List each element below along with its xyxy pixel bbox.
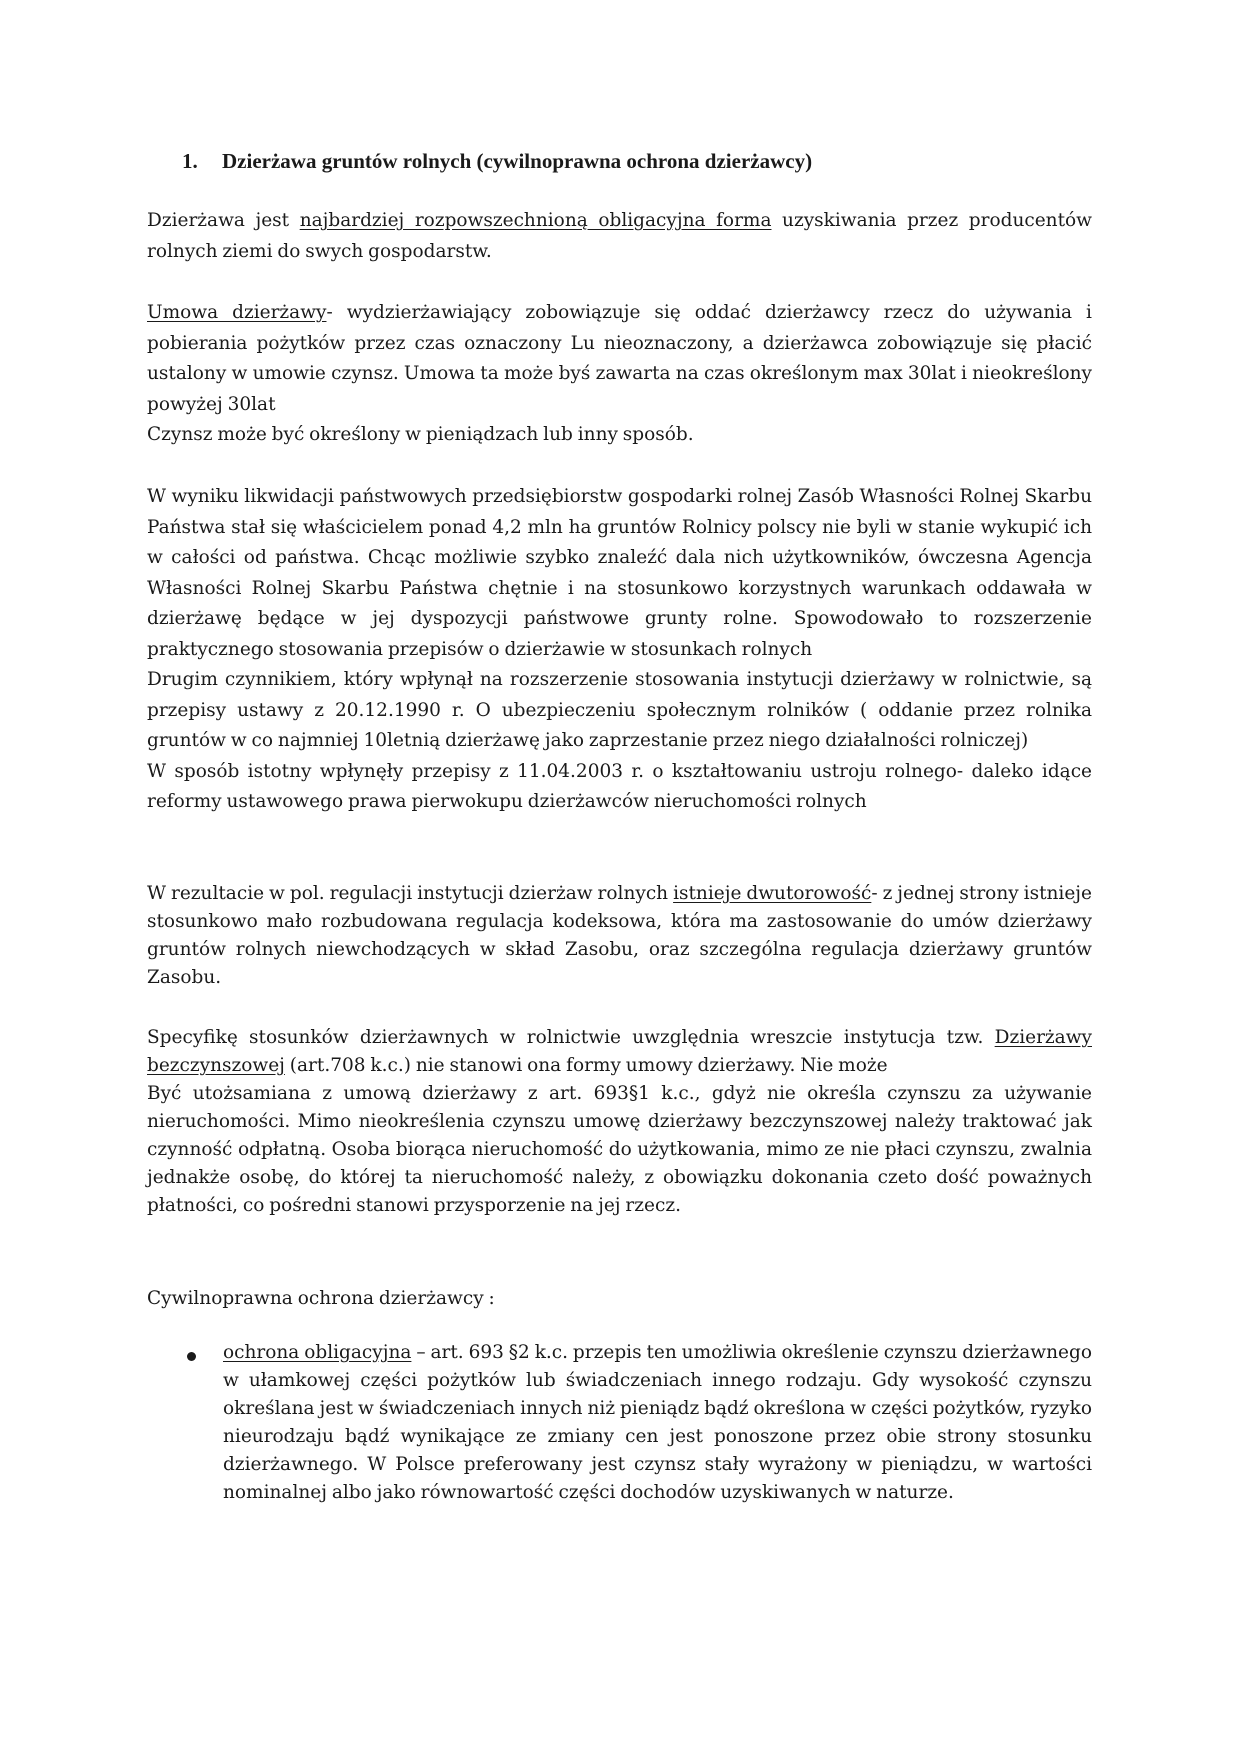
paragraph-protection-heading: Cywilnoprawna ochrona dzierżawcy : [147,1288,495,1309]
history-liquidation: W wyniku likwidacji państwowych przedsiębiorstw gospodarki rolnej Zasób Własności Rolnej Skarbu Państwa stał się właścicielem ponad 4,2 mln ha gruntów Rolnicy polscy nie byli w stanie wykupić ich w całości od państwa. Chcąc możliwie szybko znaleźć dala nich użytkowników, ówczesna Agencja Własności Rolnej Skarbu Państwa chętnie i na stosunkowo korzystnych warunkach oddawała w dzierżawę będące w jej dyspozycji państwowe grunty rolne. Spowodowało to rozszerzenie praktycznego stosowania przepisów o dzierżawie w stosunkach rolnych [147,486,1092,660]
intro-text-start: Dzierżawa jest [147,210,300,231]
heading-title: Dzierżawa gruntów rolnych (cywilnoprawna ochrona dzierżawcy) [222,149,813,173]
section-heading [182,146,1082,176]
history-second-factor: Drugim czynnikiem, który wpłynął na rozszerzenie stosowania instytucji dzierżawy w rolnictwie, są przepisy ustawy z 20.12.1990 r. O ubezpieczeniu społecznym rolników ( oddanie przez rolnika gruntów w co najmniej 10letnią dzierżawę jako zaprzestanie przez niego działalności rolniczej) [147,669,1092,751]
lease-agreement-definition: - wydzierżawiający zobowiązuje się oddać dzierżawcy rzecz do używania i pobierania pożytków przez czas oznaczony Lu nieoznaczony, a dzierżawca zobowiązuje się płacić ustalony w umowie czynsz. Umowa ta może byś zawarta na czas określonym max 30lat i nieokreślony powyżej 30lat [147,302,1092,415]
rent-free-text-end: (art.708 k.c.) nie stanowi ona formy umowy dzierżawy. Nie może [284,1055,888,1076]
bullet-dot-icon [187,1352,196,1361]
duality-underlined-phrase: istnieje dwutorowość [673,883,872,904]
lease-agreement-term: Umowa dzierżawy [147,302,327,323]
rent-free-text-start: Specyfikę stosunków dzierżawnych w rolnictwie uwzględnia wreszcie instytucja tzw. [147,1027,995,1048]
rent-free-underlined-term: Dzierżawy bezczynszowej [147,1027,1092,1076]
bullet-text-body: – art. 693 §2 k.c. przepis ten umożliwia określenie czynszu dzierżawnego w ułamkowej części pożytków lub świadczeniach innego rodzaju. Gdy wysokość czynszu określana jest w świadczeniach innych niż pieniądz bądź określona w części pożytków, ryzyko nieurodzaju bądź wynikające ze zmiany cen jest ponoszone przez obie strony stosunku dzierżawnego. W Polsce preferowany jest czynsz stały wyrażony w pieniądzu, w wartości nominalnej albo jako równowartość części dochodów uzyskiwanych w naturze. [223,1342,1092,1503]
heading-number: 1. [182,149,198,173]
rent-free-explanation: Być utożsamiana z umową dzierżawy z art. 693§1 k.c., gdyż nie określa czynszu za używanie nieruchomości. Mimo nieokreślenia czynszu umowę dzierżawy bezczynszowej należy traktować jak czynność odpłatną. Osoba biorąca nieruchomość do użytkowania, mimo ze nie płaci czynszu, zwalnia jednakże osobę, do której ta nieruchomość należy, z obowiązku dokonania czeto dość poważnych płatności, co pośredni stanowi przysporzenie na jej rzecz. [147,1083,1092,1216]
bullet-item-obligational-protection [223,1339,1092,1507]
paragraph-duality [147,880,1092,992]
history-2003-regulation: W sposób istotny wpłynęły przepisy z 11.04.2003 r. o kształtowaniu ustroju rolnego- daleko idące reformy ustawowego prawa pierwokupu dzierżawców nieruchomości rolnych [147,760,1092,812]
intro-text-end: uzyskiwania przez producentów rolnych ziemi do swych gospodarstw. [147,210,1092,262]
paragraph-intro [147,206,1092,267]
paragraph-lease-agreement [147,298,1092,451]
duality-text-end: - z jednej strony istnieje stosunkowo mało rozbudowana regulacja kodeksowa, która ma zastosowanie do umów dzierżawy gruntów rolnych niewchodzących w skład Zasobu, oraz szczególna regulacja dzierżawy gruntów Zasobu. [147,883,1092,988]
bullet-underlined-term: ochrona obligacyjna [223,1342,412,1363]
paragraph-rent-free-lease [147,1024,1092,1220]
duality-text-start: W rezultacie w pol. regulacji instytucji dzierżaw rolnych [147,883,674,904]
paragraph-history [147,482,1092,818]
rent-form-note: Czynsz może być określony w pieniądzach lub inny sposób. [147,424,694,445]
intro-underlined-phrase: najbardziej rozpowszechnioną obligacyjna forma [299,210,772,231]
